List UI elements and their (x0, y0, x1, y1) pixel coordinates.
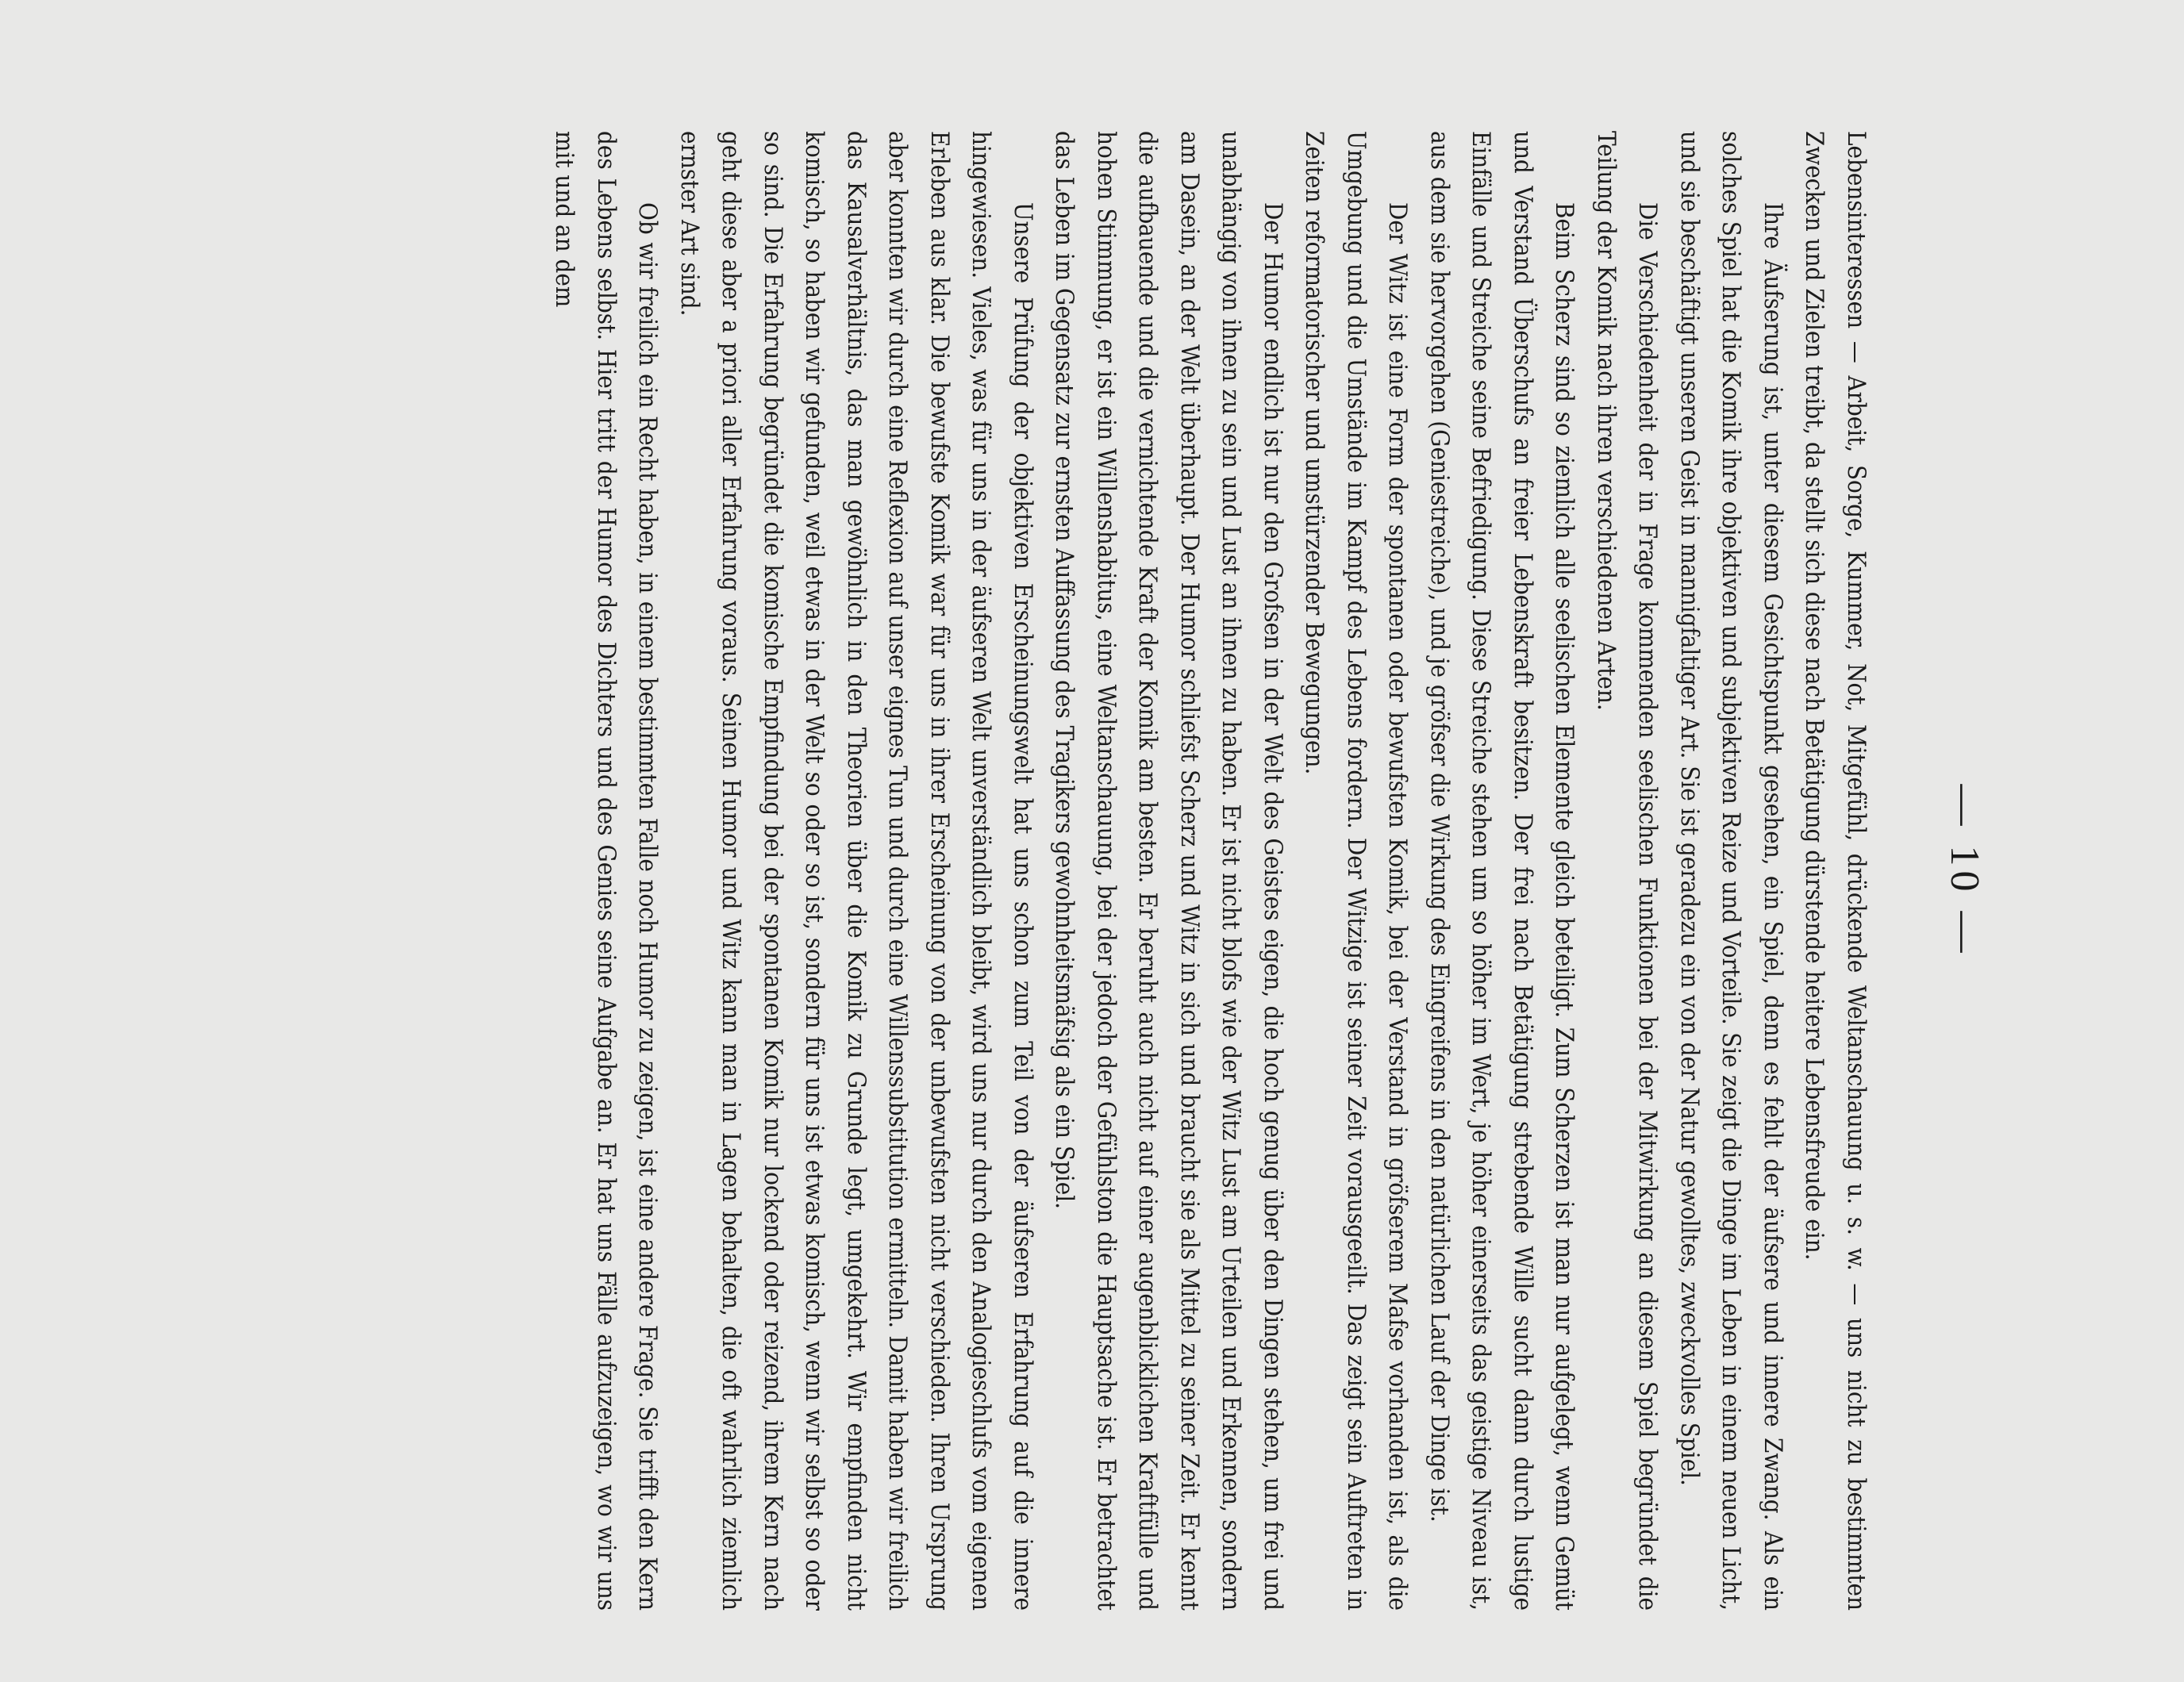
paragraph-8: Ob wir freilich ein Recht haben, in einem bestimmten Falle noch Humor zu zeigen, ist eine andere Frage. Sie trifft den Kern des Lebens selbst. Hier tritt der Humor des Dichters und des Genies seine Aufgabe an. Er hat uns Fälle aufzuzeigen, wo wir uns mit und an dem (550, 131, 663, 1611)
paragraph-4: Beim Scherz sind so ziemlich alle seelischen Elemente gleich beteiligt. Zum Scherzen ist man nur aufgelegt, wenn Gemüt und Verstand Überschufs an freier Lebenskraft besitzen. Der frei nach Betätigung strebende Wille sucht dann durch lustige Einfälle und Streiche seine Befriedigung. Diese Streiche stehen um so höher im Wert, je höher einerseits das geistige Niveau ist, aus dem sie hervorgehen (Geniestreiche), und je gröfser die Wirkung des Eingreifens in den natürlichen Lauf der Dinge ist. (1425, 131, 1579, 1611)
rotated-text-block (107, 131, 1996, 1611)
paragraph-1: Lebensinteressen — Arbeit, Sorge, Kummer, Not, Mitgefühl, drückende Weltanschauung u. s. w. — uns nicht zu bestimmten Zwecken und Zielen treibt, da stellt sich diese nach Betätigung dürstende heitere Lebensfreude ein. (1800, 131, 1871, 1611)
paragraph-5: Der Witz ist eine Form der spontanen oder bewufsten Komik, bei der Verstand in gröfserem Mafse vorhanden ist, als die Umgebung und die Umstände im Kampf des Lebens fordern. Der Witzige ist seiner Zeit vorausgeeilt. Das zeigt sein Auftreten in Zeiten reformatorischer und umstürzender Bewegungen. (1300, 131, 1413, 1611)
page-number: — 10 — (1942, 784, 1987, 958)
paragraph-3: Die Verschiedenheit der in Frage kommenden seelischen Funktionen bei der Mitwirkung an diesem Spiel begründet die Teilung der Komik nach ihren verschiedenen Arten. (1592, 131, 1663, 1611)
body-text (544, 131, 1877, 1611)
paragraph-6: Der Humor endlich ist nur den Grofsen in der Welt des Geistes eigen, die hoch genug über den Dingen stehen, um frei und unabhängig von ihnen zu sein und Lust an ihnen zu haben. Er ist nicht blofs wie der Witz Lust am Urteilen und Erkennen, sondern am Dasein, an der Welt überhaupt. Der Humor schliefst Scherz und Witz in sich und braucht sie als Mittel zu seiner Zeit. Er kennt die aufbauende und die vernichtende Kraft der Komik am besten. Er beruht auch nicht auf einer augenblicklichen Kraftfülle und hohen Stimmung, er ist ein Willenshabitus, eine Weltanschauung, bei der jedoch der Gefühlston die Hauptsache ist. Er betrachtet das Leben im Gegensatz zur ernsten Auffassung des Tragikers gewohnheitsmäfsig als ein Spiel. (1050, 131, 1287, 1611)
paragraph-7: Unsere Prüfung der objektiven Erscheinungswelt hat uns schon zum Teil von der äufseren Erfahrung auf die innere hingewiesen. Vieles, was für uns in der äufseren Welt unverständlich bleibt, wird uns nur durch den Analogieschlufs vom eigenen Erleben aus klar. Die bewufste Komik war für uns in ihrer Erscheinung von der unbewufsten nicht verschieden. Ihren Ursprung aber konnten wir durch eine Reflexion auf unser eignes Tun und durch eine Willenssubstitution ermitteln. Damit haben wir freilich das Kausalverhältnis, das man gewöhnlich in den Theorien über die Komik zu Grunde legt, umgekehrt. Wir empfinden nicht komisch, so haben wir gefunden, weil etwas in der Welt so oder so ist, sondern für uns ist etwas komisch, wenn wir selbst so oder so sind. Die Erfahrung begründet die komische Empfindung bei der spontanen Komik nur lockend oder reizend, ihrem Kern nach geht diese aber a priori aller Erfahrung voraus. Seinen Humor und Witz kann man in Lagen behalten, die oft wahrlich ziemlich ernster Art sind. (675, 131, 1037, 1611)
paragraph-2: Ihre Äufserung ist, unter diesem Gesichtspunkt gesehen, ein Spiel, denn es fehlt der äufsere und innere Zwang. Als ein solches Spiel hat die Komik ihre objektiven und subjektiven Reize und Vorteile. Sie zeigt die Dinge im Leben in einem neuen Licht, und sie beschäftigt unseren Geist in mannigfaltiger Art. Sie ist geradezu ein von der Natur gewolltes, zweckvolles Spiel. (1675, 131, 1787, 1611)
